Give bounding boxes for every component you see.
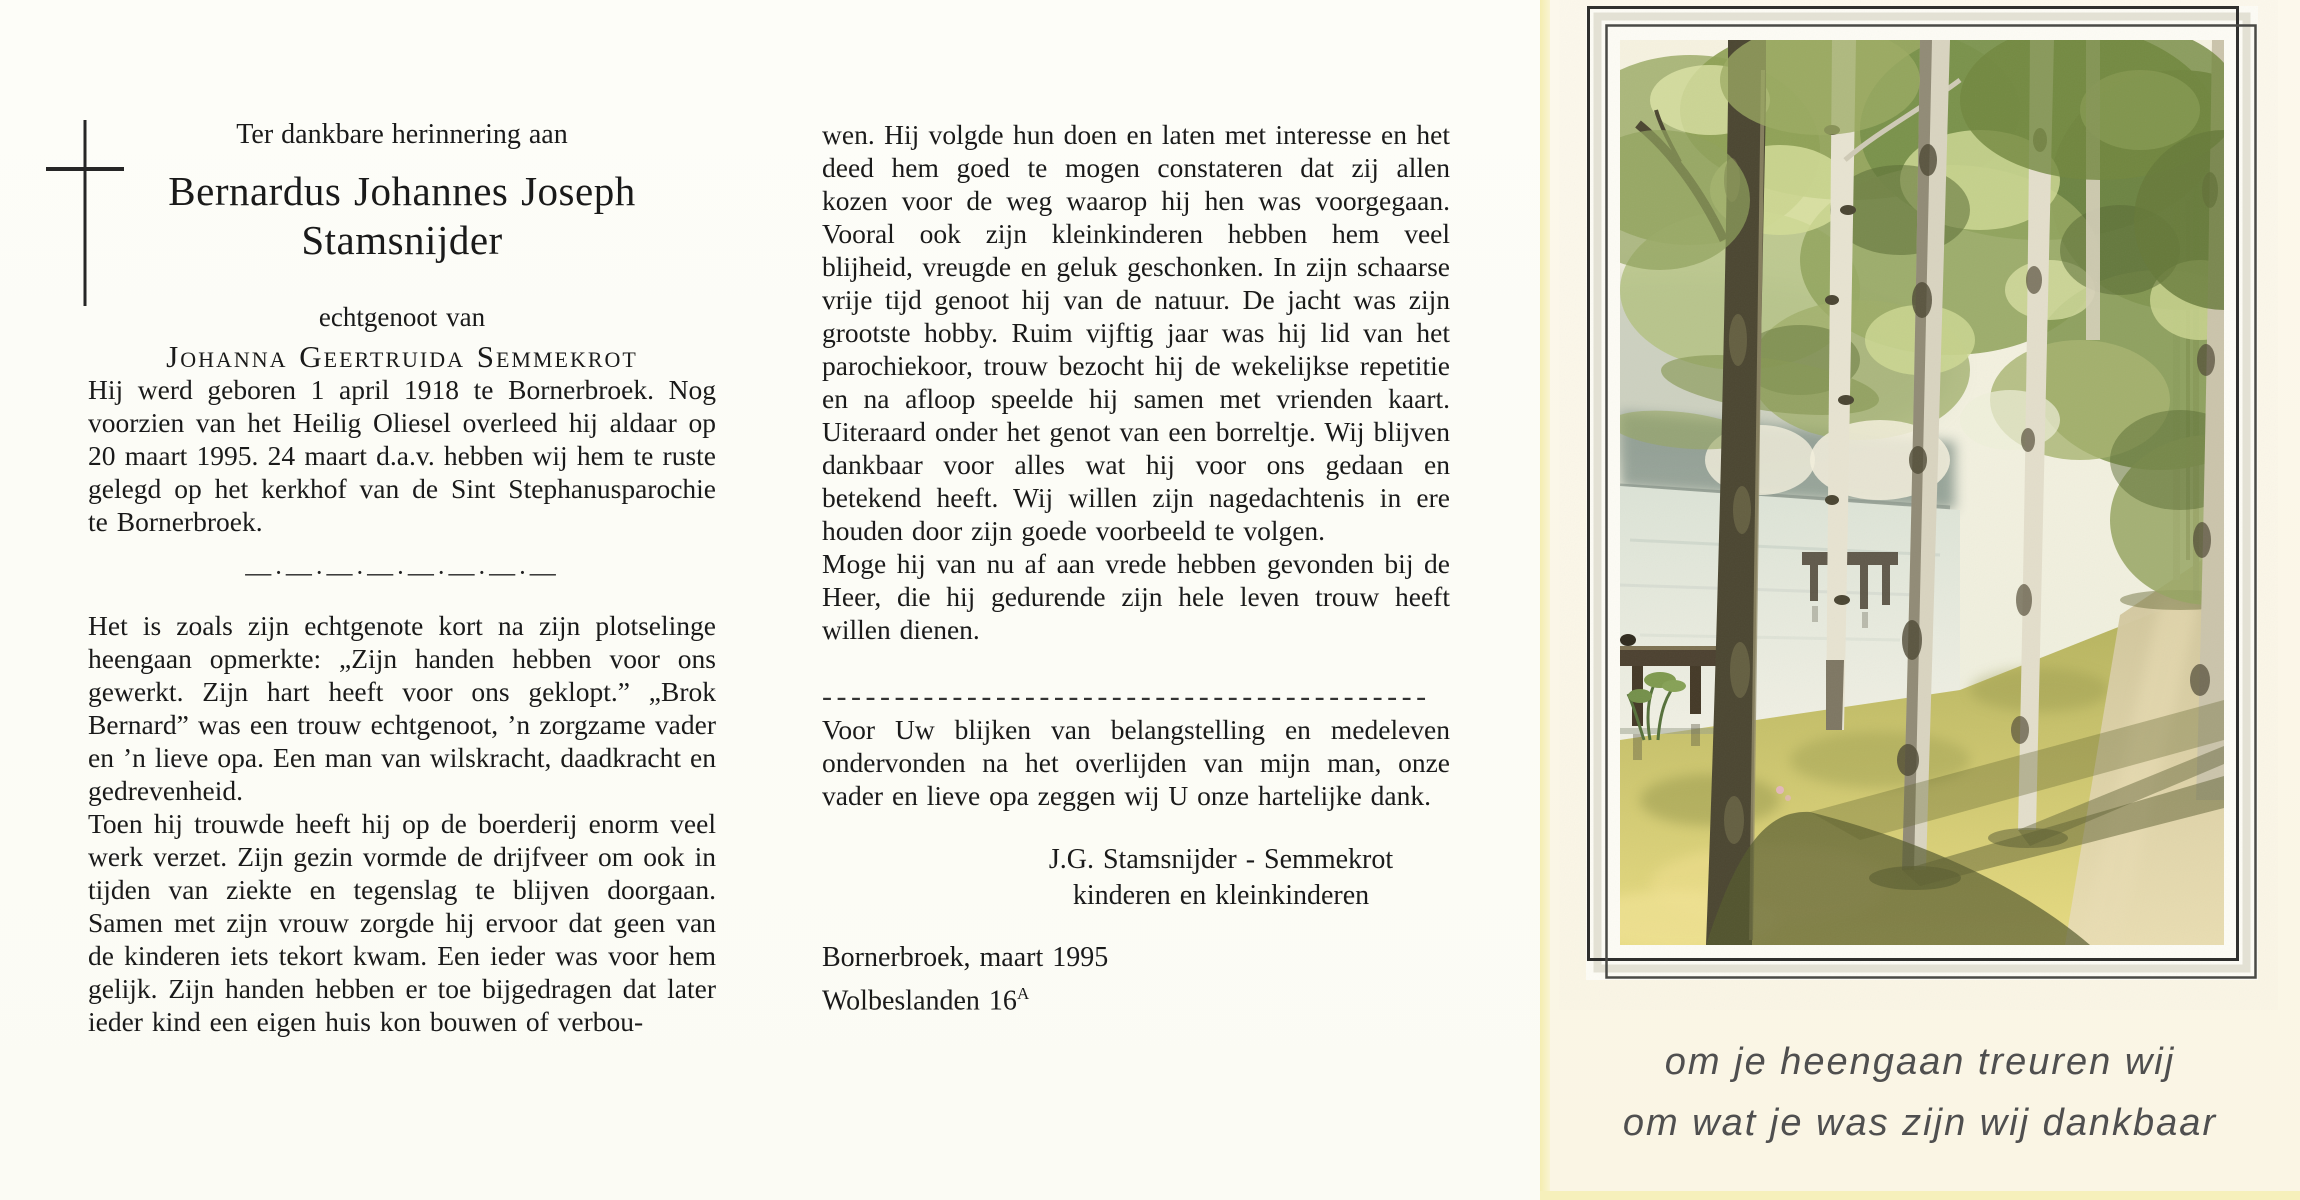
signature-name: J.G. Stamsnijder - Semmekrot xyxy=(1048,844,1394,875)
paragraph-family: Toen hij trouwde heeft hij op de boerderij enorm veel werk verzet. Zijn gezin vormde de drijfveer om ook in tijden van ziekte en tegenslag te blijven doorgaan. Samen met zijn vrouw zorgde hij ervoor dat geen van de kinderen iets tekort kwam. Een ieder was voor hem gelijk. Zijn handen hebben er toe bijgedragen dat later ieder kind een eigen huis kon bouwen of verbou- xyxy=(88,808,716,1037)
deceased-name-line1: Bernardus Johannes Joseph xyxy=(168,168,636,214)
caption-line1: om je heengaan treuren wij xyxy=(1664,1041,2176,1083)
card-bottom-edge xyxy=(1540,1191,2300,1200)
dashdot-divider: —·—·—·—·—·—·—·— xyxy=(245,558,559,587)
card-left-edge xyxy=(1540,0,1550,1200)
deceased-name-line2: Stamsnijder xyxy=(301,217,503,263)
address-line: Wolbeslanden $16^A$ xyxy=(822,984,1030,1017)
paragraph-prayer: Moge hij van nu af aan vrede hebben gevonden bij de Heer, die hij gedurende zijn hele leven trouw heeft willen dienen. xyxy=(822,548,1450,645)
paragraph-tribute: Het is zoals zijn echtgenote kort na zijn plotselinge heengaan opmerkte: „Zijn handen hebben voor ons gewerkt. Zijn hart heeft voor ons geklopt.” „Brok Bernard” was een trouw echtgenoot, ’n zorgzame vader en ’n lieve opa. Een man van wilskracht, daadkracht en gedrevenheid. xyxy=(88,610,716,806)
paragraph-birth: Hij werd geboren 1 april 1918 te Bornerbroek. Nog voorzien van het Heilig Oliesel overleed hij aldaar op 20 maart 1995. 24 maart d.a.v. hebben wij hem te ruste gelegd op het kerkhof van de Sint Stephanusparochie te Bornerbroek. xyxy=(88,374,716,537)
spouse-name: Johanna Geertruida Semmekrot xyxy=(166,339,638,374)
place-date-line: Bornerbroek, maart 1995 xyxy=(822,942,1109,973)
spouse-label: echtgenoot van xyxy=(318,302,486,332)
lakeside-birches-photo xyxy=(1558,0,2278,1010)
place-date-block xyxy=(822,940,1450,1019)
memorial-caption xyxy=(1540,1032,2300,1154)
middle-text-column xyxy=(822,118,1450,1019)
signature-relatives: kinderen en kleinkinderen xyxy=(1072,880,1370,911)
signature-block xyxy=(822,842,1450,914)
paragraph-thanks: Voor Uw blijken van belangstelling en medeleven ondervonden na het overlijden van mijn man, onze vader en lieve opa zeggen wij U onze hartelijke dank. xyxy=(822,714,1450,811)
left-text-column xyxy=(88,118,716,1038)
intro-line: Ter dankbare herinnering aan xyxy=(236,119,568,150)
dashed-divider: ------------------------------------------ xyxy=(822,680,1431,713)
address-superscript: A xyxy=(1016,984,1030,1003)
memorial-card-front xyxy=(1540,0,2300,1200)
paragraph-continuation: wen. Hij volgde hun doen en laten met interesse en het deed hem goed te mogen constateren dat zij allen kozen voor de weg waarop hij hen was voorgegaan. Vooral ook zijn kleinkinderen hebben hem veel blijheid, vreugde en geluk geschonken. In zijn schaarse vrije tijd genoot hij van de natuur. De jacht was zijn grootste hobby. Ruim vijftig jaar was hij lid van het parochiekoor, trouw bezocht hij de wekelijkse repetitie en na afloop speelde hij samen met vrienden kaart. Uiteraard onder het genot van een borreltje. Wij blijven dankbaar voor alles wat hij voor ons gedaan en betekend heeft. Wij willen zijn nagedachtenis in ere houden door zijn goede voorbeeld te volgen. xyxy=(822,119,1450,546)
caption-line2: om wat je was zijn wij dankbaar xyxy=(1622,1102,2218,1144)
